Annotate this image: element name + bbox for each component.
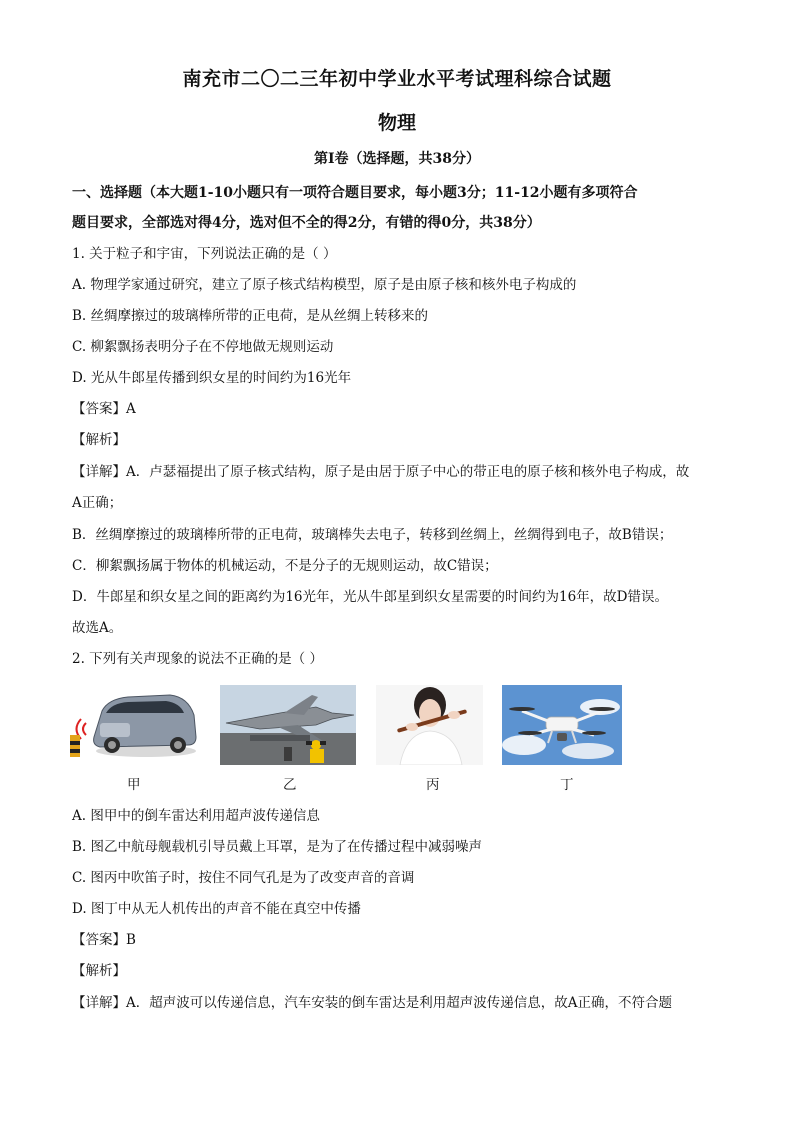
q1-option-d: D. 光从牛郎星传播到织女星的时间约为16光年 [72,370,352,386]
q1-option-a: A. 物理学家通过研究，建立了原子核式结构模型，原子是由原子核和核外电子构成的 [72,277,577,293]
q1-answer: 【答案】A [72,401,136,417]
section-instruction-line1: 一、选择题（本大题1-10小题只有一项符合题目要求，每小题3分；11-12小题有多项符合 [72,185,638,201]
q2-detail-line: 【详解】A．超声波可以传递信息，汽车安装的倒车雷达是利用超声波传递信息，故A正确，不符合题 [72,995,672,1011]
q2-stem: 2. 下列有关声现象的说法不正确的是（ ） [72,651,323,667]
figure-caption: 丙 [426,777,440,793]
q1-option-c: C. 柳絮飘扬表明分子在不停地做无规则运动 [72,339,334,355]
figure-carrier-aircraft [220,685,356,765]
q2-option-c: C. 图丙中吹笛子时，按住不同气孔是为了改变声音的音调 [72,870,415,886]
figure-car-reversing-radar [66,685,200,765]
q1-option-b: B. 丝绸摩擦过的玻璃棒所带的正电荷，是从丝绸上转移来的 [72,308,429,324]
q1-stem: 1. 关于粒子和宇宙，下列说法正确的是（ ） [72,246,337,262]
page-title: 南充市二〇二三年初中学业水平考试理科综合试题 [182,68,612,90]
q2-option-b: B. 图乙中航母舰载机引导员戴上耳罩，是为了在传播过程中减弱噪声 [72,839,483,855]
q2-option-d: D. 图丁中从无人机传出的声音不能在真空中传播 [72,901,361,917]
figure-caption: 甲 [127,777,141,793]
section-instruction-line2: 题目要求，全部选对得4分，选对但不全的得2分，有错的得0分，共38分） [72,215,541,231]
q2-analysis-label: 【解析】 [72,963,126,979]
q1-detail-line: D．牛郎星和织女星之间的距离约为16光年，光从牛郎星到织女星需要的时间约为16年，故D错误。 [72,589,669,605]
q1-detail-line: A正确； [72,495,123,511]
figure-caption: 乙 [283,777,297,793]
subject-title: 物理 [377,112,416,134]
q2-answer: 【答案】B [72,932,136,948]
q1-detail-line: B．丝绸摩擦过的玻璃棒所带的正电荷，玻璃棒失去电子，转移到丝绸上，丝绸得到电子，故B错误； [72,527,673,543]
q1-detail-line: 【详解】A．卢瑟福提出了原子核式结构，原子是由居于原子中心的带正电的原子核和核外电子构成，故 [72,464,690,480]
volume-heading: 第Ⅰ卷（选择题，共38分） [313,151,481,167]
q2-option-a: A. 图甲中的倒车雷达利用超声波传递信息 [72,808,320,824]
q1-analysis-label: 【解析】 [72,432,126,448]
q1-detail-line: 故选A。 [72,620,123,636]
q1-detail-line: C．柳絮飘扬属于物体的机械运动，不是分子的无规则运动，故C错误； [72,558,498,574]
figure-caption: 丁 [560,777,574,793]
figure-flute-player [376,685,483,765]
figure-drone [502,685,622,765]
